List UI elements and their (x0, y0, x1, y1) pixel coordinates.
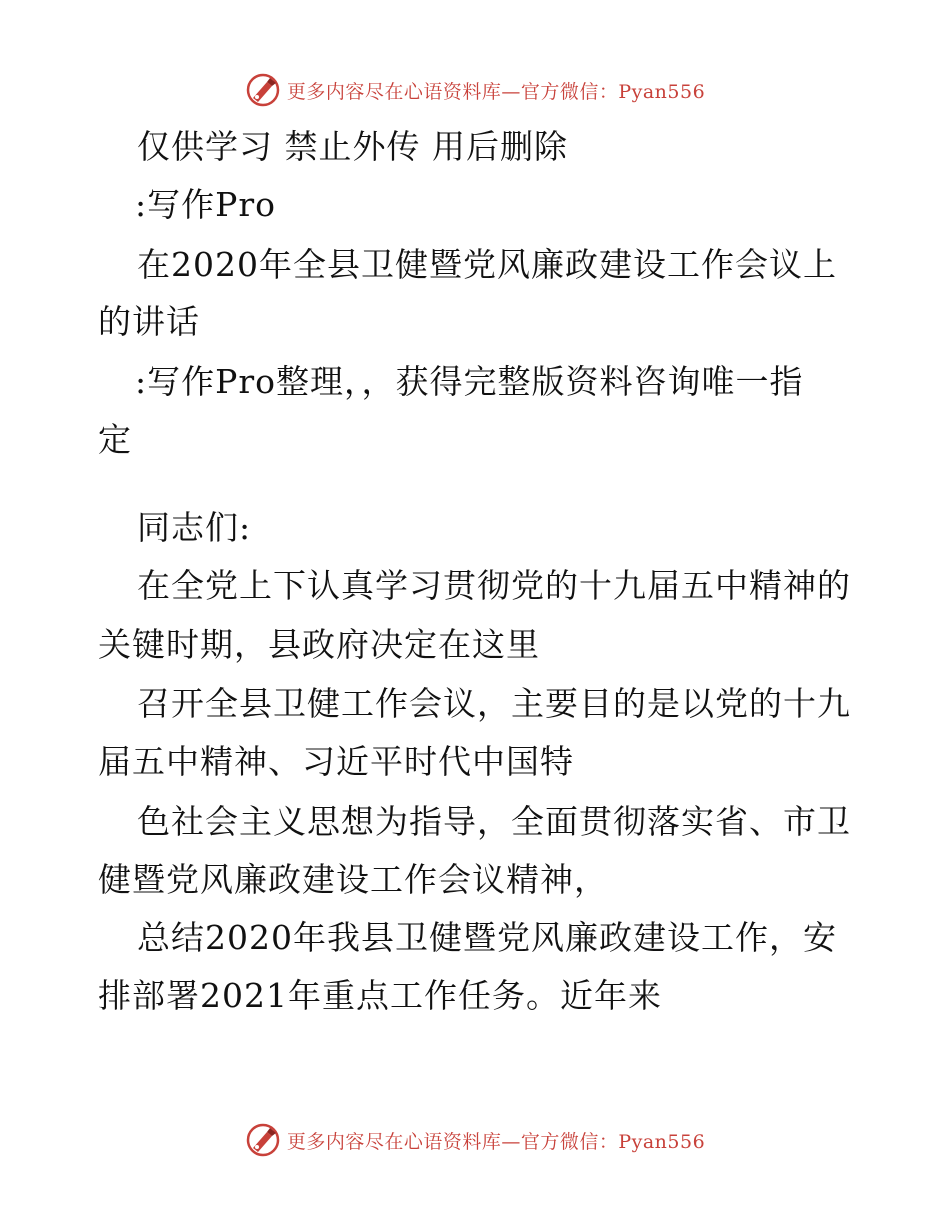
text-line: 在2020年全县卫健暨党风廉政建设工作会议上 (137, 245, 837, 284)
text-line: 关键时期，县政府决定在这里 (98, 625, 540, 664)
header-watermark-banner (0, 70, 950, 110)
text-line: 排部署2021年重点工作任务。近年来 (98, 976, 662, 1015)
text-line: :写作Pro整理，，获得完整版资料咨询唯一指 (135, 362, 804, 401)
watermark-text: 更多内容尽在心语资料库—官方微信：Pyan556 (286, 1130, 706, 1153)
watermark-text: 更多内容尽在心语资料库—官方微信：Pyan556 (286, 80, 706, 103)
text-line: 召开全县卫健工作会议，主要目的是以党的十九 (137, 684, 851, 723)
fountain-pen-logo-icon (245, 1122, 281, 1158)
text-line: 仅供学习 禁止外传 用后删除 (137, 127, 568, 166)
text-line: 健暨党风廉政建设工作会议精神， (98, 860, 608, 899)
greeting: 同志们: (137, 508, 252, 547)
footer-watermark-banner (0, 1120, 950, 1160)
text-line: 届五中精神、习近平时代中国特 (98, 742, 574, 781)
text-line: 的讲话 (98, 302, 200, 341)
fountain-pen-logo-icon (245, 72, 281, 108)
text-line: :写作Pro (135, 185, 276, 224)
text-line: 总结2020年我县卫健暨党风廉政建设工作，安 (137, 918, 837, 957)
text-line: 在全党上下认真学习贯彻党的十九届五中精神的 (137, 566, 851, 605)
text-line: 定 (98, 420, 132, 459)
text-line: 色社会主义思想为指导，全面贯彻落实省、市卫 (137, 802, 851, 841)
